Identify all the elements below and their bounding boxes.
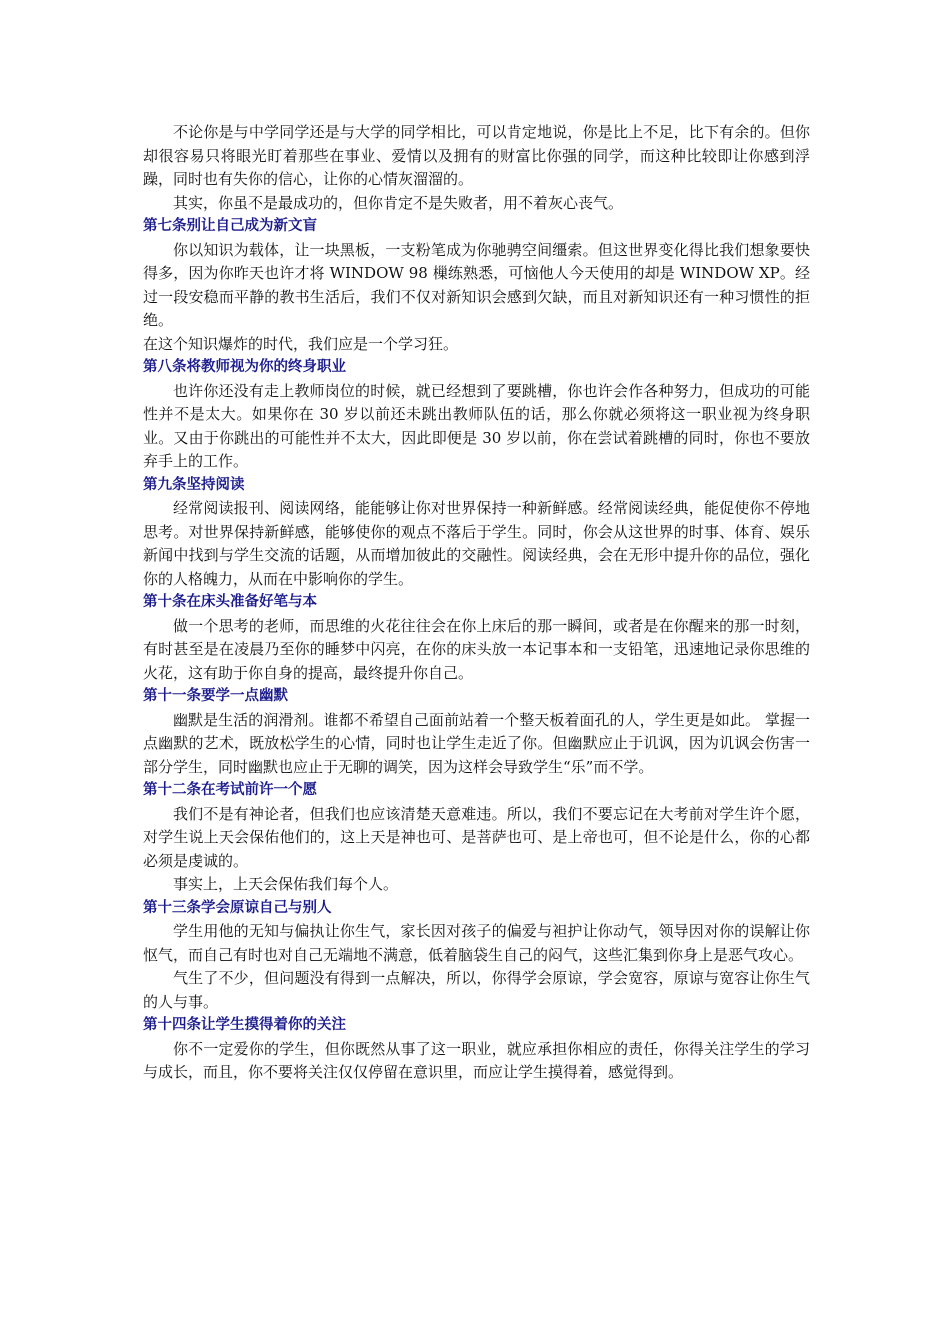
paragraph: 事实上，上天会保佑我们每个人。 [173, 875, 399, 893]
paragraph: 经常阅读报刊、阅读网络，能能够让你对世界保持一种新鲜感。经常阅读经典，能促使你不停地思考。对世界保持新鲜感，能够使你的观点不落后于学生。同时，你会从这世界的时事、体育、娱乐新闻中找到与学生交流的话题，从而增加彼此的交融性。阅读经典，会在无形中提升你的品位，强化你的人格魄力，从而在中影响你的学生。 [143, 499, 810, 588]
paragraph: 也许你还没有走上教师岗位的时候，就已经想到了要跳槽，你也许会作各种努力，但成功的可能性并不是太大。如果你在 30 岁以前还未跳出教师队伍的话，那么你就必须将这一职业视为终身职业。又由于你跳出的可能性并不太大，因此即便是 30 岁以前，你在尝试着跳槽的同时，你也不要放弃手上的工作。 [143, 381, 810, 470]
section-heading: 第十四条让学生摸得着你的关注 [143, 1017, 346, 1033]
paragraph: 幽默是生活的润滑剂。谁都不希望自己面前站着一个整天板着面孔的人，学生更是如此。 掌握一点幽默的艺术，既放松学生的心情，同时也让学生走近了你。但幽默应止于讥讽，因为讥讽会伤害一部分学生，同时幽默也应止于无聊的调笑，因为这样会导致学生“乐”而不学。 [143, 710, 810, 776]
section-heading: 第八条将教师视为你的终身职业 [143, 359, 346, 375]
section-heading: 第十条在床头准备好笔与本 [143, 594, 317, 610]
section-heading: 第十一条要学一点幽默 [143, 688, 288, 704]
section-heading: 第十三条学会原谅自己与别人 [143, 899, 332, 916]
paragraph: 不论你是与中学同学还是与大学的同学相比，可以肯定地说，你是比上不足，比下有余的。但你却很容易只将眼光盯着那些在事业、爱情以及拥有的财富比你强的同学，而这种比较即让你感到浮躁，同时也有失你的信心，让你的心情灰溜溜的。 [143, 123, 810, 188]
paragraph: 在这个知识爆炸的时代，我们应是一个学习狂。 [143, 334, 459, 353]
paragraph: 其实，你虽不是最成功的，但你肯定不是失败者，用不着灰心丧气。 [173, 193, 624, 212]
paragraph: 你不一定爱你的学生，但你既然从事了这一职业，就应承担你相应的责任，你得关注学生的学习与成长，而且，你不要将关注仅仅停留在意识里，而应让学生摸得着，感觉得到。 [143, 1039, 810, 1081]
paragraph: 你以知识为载体，让一块黑板，一支粉笔成为你驰骋空间缰索。但这世界变化得比我们想象要快得多，因为你昨天也许才将 WINDOW 98 樔练熟悉，可恼他人今天使用的却是 WINDOW XP。经过一段安稳而平静的教书生活后，我们不仅对新知识会感到欠缺，而且对新知识还有一种习惯性的拒绝。 [143, 240, 810, 329]
paragraph: 做一个思考的老师，而思维的火花往往会在你上床后的那一瞬间，或者是在你醒来的那一时刻，有时甚至是在凌晨乃至你的睡梦中闪亮，在你的床头放一本记事本和一支铅笔，迅速地记录你思维的火花，这有助于你自身的提高，最终提升你自己。 [143, 616, 810, 682]
section-heading: 第七条别让自己成为新文盲 [143, 218, 317, 234]
paragraph: 气生了不少，但问题没有得到一点解决，所以，你得学会原谅，学会宽容，原谅与宽容让你生气的人与事。 [143, 969, 810, 1011]
paragraph: 我们不是有神论者，但我们也应该清楚天意难违。所以，我们不要忘记在大考前对学生许个愿，对学生说上天会保佑他们的，这上天是神也可、是菩萨也可、是上帝也可，但不论是什么，你的心都必须是虔诚的。 [143, 804, 810, 870]
section-heading: 第十二条在考试前许一个愿 [143, 782, 317, 798]
paragraph: 学生用他的无知与偏执让你生气，家长因对孩子的偏爱与袒护让你动气，领导因对你的误解让你怄气，而自己有时也对自己无端地不满意，低着脑袋生自己的闷气，这些汇集到你身上是恶气攻心。 [143, 922, 810, 964]
document-page [143, 121, 810, 1085]
section-heading: 第九条坚持阅读 [143, 476, 245, 493]
